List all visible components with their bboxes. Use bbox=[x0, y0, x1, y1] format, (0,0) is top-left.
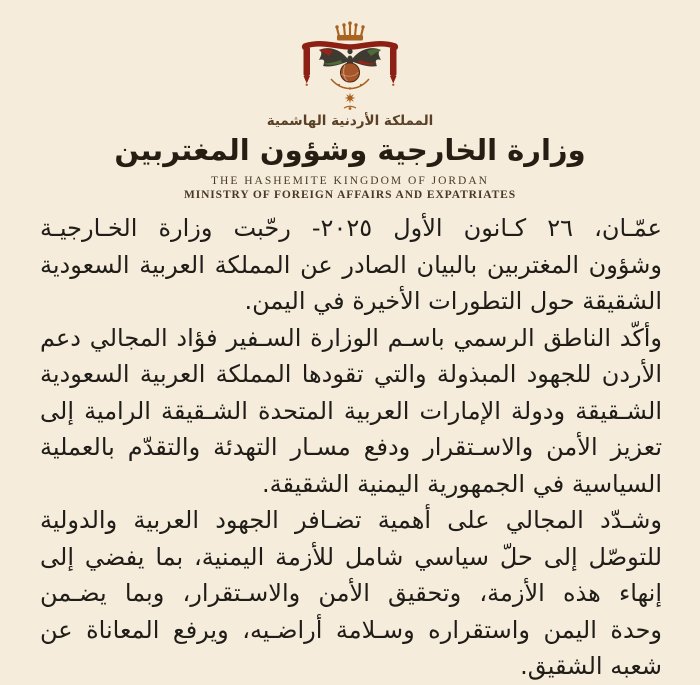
body-text-line: شعبه الشقيق. bbox=[520, 652, 662, 680]
ministry-name-english: MINISTRY OF FOREIGN AFFAIRS AND EXPATRIATES bbox=[183, 189, 517, 201]
body-text-line: وأكّد الناطق الرسمي باسـم الوزارة السـفير فؤاد المجالي دعم bbox=[40, 323, 662, 352]
body-text-line: السياسية في الجمهورية اليمنية الشقيقة. bbox=[262, 469, 662, 498]
kingdom-name-english: THE HASHEMITE KINGDOM OF JORDAN bbox=[211, 175, 489, 187]
bottom-dot bbox=[349, 107, 352, 110]
body-text-line: الأردن للجهود المبذولة والتي تقودها المملكة العربية السعودية bbox=[40, 360, 662, 388]
body-text-line: وحدة اليمن واستقراره وسـلامة أراضـيه، ويرفع المعاناة عن bbox=[40, 615, 662, 644]
body-text-line: الشـقيقة ودولة الإمارات العربية المتحدة الشـقيقة الرامية إلى bbox=[40, 396, 662, 425]
globe-icon bbox=[341, 63, 360, 82]
body-text-line: تعزيز الأمن والاسـتقرار ودفع مسـار التهدئة والتقدّم بالعملية bbox=[40, 433, 662, 461]
star-icon bbox=[345, 93, 356, 104]
crown-icon bbox=[335, 21, 364, 40]
ministry-name-calligraphy: وزارة الخارجية وشؤون المغتربين bbox=[114, 133, 586, 167]
letterhead bbox=[0, 0, 700, 201]
body-text-line: الشقيقة حول التطورات الأخيرة في اليمن. bbox=[244, 287, 662, 315]
body-text-line: وشـدّد المجالي على أهمية تضـافر الجهود العربية والدولية bbox=[40, 506, 662, 534]
press-release-body bbox=[0, 210, 700, 685]
body-text-line: إنهاء هذه الأزمة، وتحقيق الأمن والاسـتقرار، وبما يضـمن bbox=[40, 579, 662, 607]
body-text-line: عمّـان، ٢٦ كـانون الأول ٢٠٢٥- رحّبت وزارة الخـارجيـة bbox=[40, 214, 662, 242]
jordan-coat-of-arms-icon bbox=[290, 20, 410, 112]
body-text-line: للتوصّل إلى حلّ سياسي شامل للأزمة اليمنية، بما يفضي إلى bbox=[40, 542, 662, 571]
body-text-line: وشؤون المغتربين بالبيان الصادر عن المملكة العربية السعودية bbox=[40, 250, 662, 279]
kingdom-name-arabic: المملكة الأردنية الهاشمية bbox=[266, 113, 434, 129]
